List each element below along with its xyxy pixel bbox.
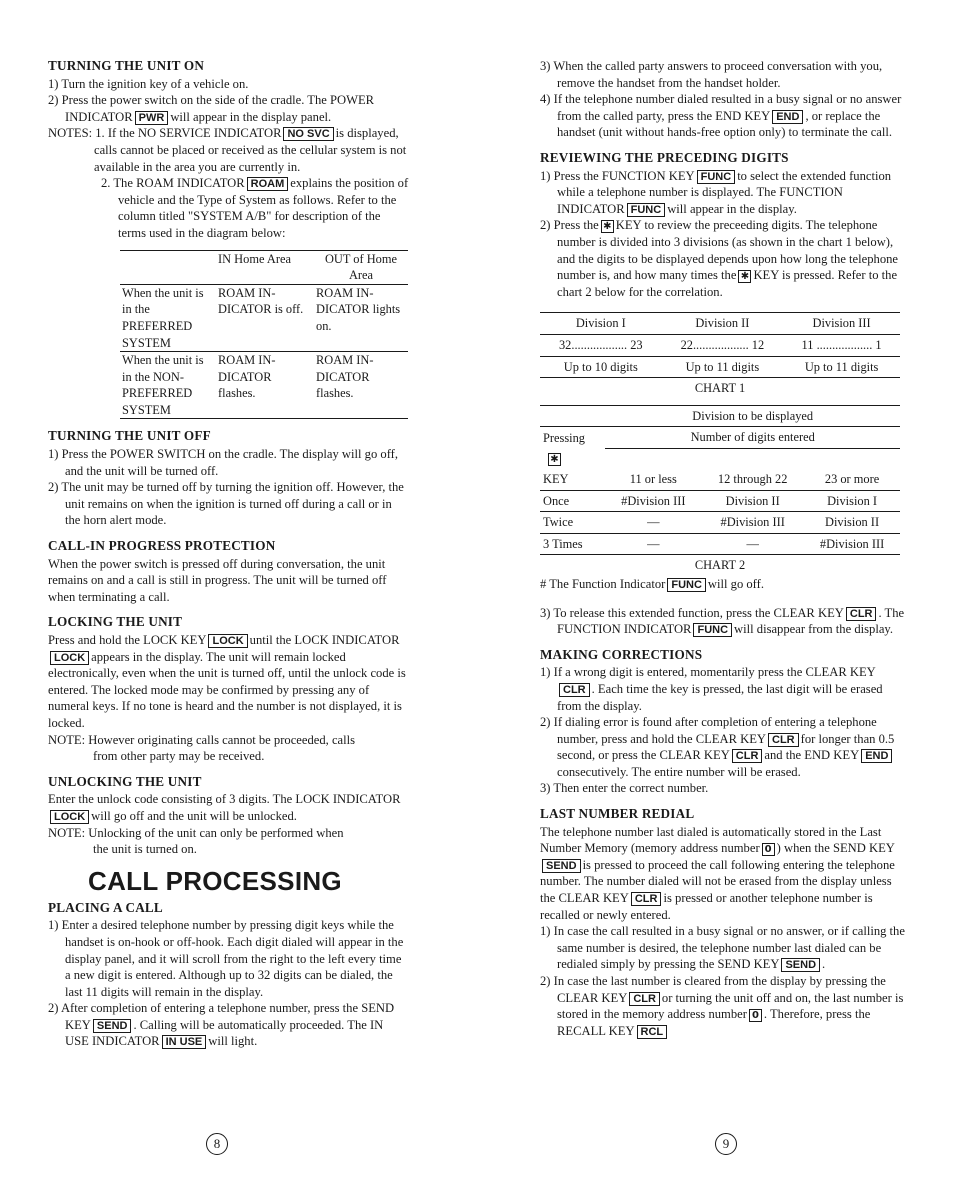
locking-text: Press and hold the LOCK KEY LOCK until the LOCK INDICATORLOCK appears in the display. The unit will remain locked electronically, even when the unit is turned off, until the unlock code is entered. The locked mode may be confirmed by pressing any of numeral keys. If no tone is heard and the number is not displayed, it is locked.: [48, 633, 406, 730]
chart2-3times-c3: #Division III: [804, 533, 900, 555]
row-preferred-condition: When the unit is in the PREFERRED SYSTEM: [120, 284, 216, 351]
chart1-caption: CHART 1: [694, 381, 746, 396]
func-key-label: FUNC: [697, 170, 736, 184]
chart2-col-3: 23 or more: [804, 469, 900, 490]
placing-step-4: 4) If the telephone number dialed resulted in a busy signal or no answer from the called party, press the END KEY END , or replace the handset (unit without hands-free option only) to terminate the call.: [540, 92, 902, 140]
chart2-footnote: # The Function Indicator FUNC will go off.: [540, 576, 764, 591]
turn-off-step-1: 1) Press the POWER SWITCH on the cradle. The display will go off, and the unit will be turned off.: [48, 447, 399, 478]
reviewing-step-1: 1) Press the FUNCTION KEY FUNC to select the extended function while a telephone number is displayed. The FUNCTION INDICATOR FUNC will appear in the display.: [540, 168, 892, 216]
row-nonpreferred-out: ROAM IN-DICATOR flashes.: [314, 352, 408, 419]
star-key-icon: ✱: [601, 220, 614, 233]
chart2-row-twice: Twice: [540, 512, 605, 534]
chart2-3times-c1: —: [605, 533, 701, 555]
reviewing-step-2: 2) Press the ✱ KEY to review the preceeding digits. The telephone number is divided into 3 divisions (as shown in the chart 1 below), and the digits to be displayed depends upon how long the telephone number is, and how many times the ✱ KEY is pressed. Refer to the chart 2 below for the correlation.: [540, 218, 899, 299]
chart2-twice-c3: Division II: [804, 512, 900, 534]
chart2-once-c1: #Division III: [605, 490, 701, 512]
corrections-step-2: 2) If dialing error is found after completion of entering a telephone number, press and hold the CLEAR KEY CLR for longer than 0.5 second, or press the CLEAR KEY CLR and the END KEY ENDconsecutively. The entire number will be erased.: [540, 715, 895, 779]
col-in-home-area: IN Home Area: [216, 250, 314, 284]
call-processing-title: CALL PROCESSING: [88, 865, 342, 896]
notes-2: 2. The ROAM INDICATOR ROAM explains the position of vehicle and the Type of System as follows. Refer to the column titled "SYSTEM A/B" for description of the terms used in the diagram below:: [101, 176, 409, 240]
chart2-col-1: 11 or less: [605, 469, 701, 490]
chart2-key-label: KEY: [540, 469, 605, 490]
rcl-key-label: RCL: [637, 1025, 668, 1039]
chart2-caption: CHART 2: [694, 558, 746, 573]
roam-indicator-table: [120, 250, 408, 420]
clr-key-label-5: CLR: [631, 892, 662, 906]
corrections-step-3: 3) Then enter the correct number.: [540, 781, 709, 796]
heading-reviewing-digits: REVIEWING THE PRECEDING DIGITS: [540, 149, 789, 165]
chart-2-table: [540, 405, 900, 576]
heading-last-number-redial: LAST NUMBER REDIAL: [540, 806, 695, 822]
page-number-right: 9: [715, 1133, 737, 1155]
in-use-key-label: IN USE: [162, 1035, 207, 1049]
clr-key-label-6: CLR: [629, 992, 660, 1006]
chart2-pressing-label: Pressing: [540, 427, 605, 449]
heading-turning-unit-off: TURNING THE UNIT OFF: [48, 428, 211, 444]
chart2-twice-c2: #Division III: [701, 512, 804, 534]
memory-zero-key-label-2: 0: [749, 1009, 762, 1022]
chart1-limit-div3: Up to 11 digits: [783, 356, 900, 378]
unlocking-note-cont: the unit is turned on.: [93, 842, 197, 857]
chart2-row-once: Once: [540, 490, 605, 512]
release-step-3: 3) To release this extended function, press the CLEAR KEY CLR . The FUNCTION INDICATOR FUNC will disappear from the display.: [540, 605, 905, 637]
redial-intro: The telephone number last dialed is automatically stored in the Last Number Memory (memory address number 0 ) when the SEND KEYSEND is pressed to proceed the call following entering the telephone number. The number dialed will not be erased from the display unless the CLEAR KEY CLR is pressed or another telephone number is recalled or newly entered.: [540, 824, 895, 922]
chart1-limit-div1: Up to 10 digits: [540, 356, 662, 378]
row-nonpreferred-condition: When the unit is in the NON-PREFERRED SYSTEM: [120, 352, 216, 419]
func-indicator-label-3: FUNC: [693, 623, 732, 637]
memory-zero-key-label: 0: [762, 843, 775, 856]
end-key-label: END: [772, 110, 803, 124]
heading-call-in-progress: CALL-IN PROGRESS PROTECTION: [48, 538, 276, 554]
chart2-once-c3: Division I: [804, 490, 900, 512]
clr-key-label-3: CLR: [768, 733, 799, 747]
redial-step-1: 1) In case the call resulted in a busy signal or no answer, or if calling the same number is desired, the telephone number last dialed can be redialed simply by pressing the SEND KEY SEND .: [540, 924, 905, 972]
send-key-label: SEND: [93, 1019, 132, 1033]
placing-step-1: 1) Enter a desired telephone number by pressing digit keys while the handset is on-hook or off-hook. Each digit dialed will appear in the display panel, and it will scroll from the right to the left every time a new digit is entered. Although up to 32 digits can be dialed, the last 11 digits will remain in the display.: [48, 918, 404, 999]
lock-indicator-label-2: LOCK: [50, 810, 89, 824]
star-key-icon-2: ✱: [738, 270, 751, 283]
turn-off-step-2: 2) The unit may be turned off by turning the ignition off. However, the unit remains on when the ignition is turned off during a call or in the horn alert mode.: [48, 480, 404, 528]
chart1-range-div2: 22.................. 12: [662, 334, 784, 356]
func-indicator-label: FUNC: [627, 203, 666, 217]
locking-note: NOTE: However originating calls cannot be proceeded, calls: [48, 732, 356, 747]
right-column: [540, 58, 906, 1039]
chart1-range-div3: 11 .................. 1: [783, 334, 900, 356]
call-in-progress-text: When the power switch is pressed off during conversation, the unit remains on and a call is still in progress. The unit will be turned off when terminating a call.: [48, 556, 387, 604]
locking-note-cont: from other party may be received.: [93, 749, 265, 764]
chart2-digits-header: Number of digits entered: [605, 427, 900, 449]
unlocking-text: Enter the unlock code consisting of 3 digits. The LOCK INDICATORLOCK will go off and the unit will be unlocked.: [48, 792, 401, 823]
chart2-row-3-times: 3 Times: [540, 533, 605, 555]
turn-on-step-2: 2) Press the power switch on the side of the cradle. The POWER INDICATOR PWR will appear in the display panel.: [48, 93, 375, 124]
placing-step-2: 2) After completion of entering a telephone number, press the SEND KEY SEND . Calling will be automatically proceeded. The IN USE INDICATOR IN USE will light.: [48, 1001, 395, 1049]
lock-indicator-label: LOCK: [50, 651, 89, 665]
lock-key-label: LOCK: [208, 634, 247, 648]
func-indicator-label-2: FUNC: [667, 578, 706, 592]
chart1-header-div2: Division II: [662, 313, 784, 335]
row-nonpreferred-home: ROAM IN-DICATOR flashes.: [216, 352, 314, 419]
notes-1: NOTES: 1. If the NO SERVICE INDICATOR NO SVC is displayed, calls cannot be placed or received as the cellular system is not available in the area you are currently in.: [48, 126, 407, 174]
chart2-once-c2: Division II: [701, 490, 804, 512]
clr-key-label: CLR: [846, 607, 877, 621]
clr-key-label-2: CLR: [559, 683, 590, 697]
send-key-label-3: SEND: [781, 958, 820, 972]
chart2-top-header: Division to be displayed: [605, 405, 900, 427]
chart2-col-2: 12 through 22: [701, 469, 804, 490]
chart1-range-div1: 32.................. 23: [540, 334, 662, 356]
chart2-twice-c1: —: [605, 512, 701, 534]
placing-step-3: 3) When the called party answers to proceed conversation with you, remove the handset from the handset holder.: [540, 59, 883, 90]
chart1-limit-div2: Up to 11 digits: [662, 356, 784, 378]
corrections-step-1: 1) If a wrong digit is entered, momentarily press the CLEAR KEYCLR . Each time the key is pressed, the last digit will be erased from the display.: [540, 665, 883, 713]
page-number-left: 8: [206, 1133, 228, 1155]
chart2-3times-c2: —: [701, 533, 804, 555]
send-key-label-2: SEND: [542, 859, 581, 873]
chart2-star-key-icon: ✱: [548, 453, 561, 466]
col-out-of-home-area: OUT of Home Area: [314, 250, 408, 284]
row-preferred-home: ROAM IN-DICATOR is off.: [216, 284, 314, 351]
clr-key-label-4: CLR: [732, 749, 763, 763]
no-svc-key-label: NO SVC: [283, 127, 333, 141]
unlocking-note: NOTE: Unlocking of the unit can only be performed when: [48, 825, 344, 840]
pwr-key-label: PWR: [135, 111, 169, 125]
heading-placing-call: PLACING A CALL: [48, 899, 163, 915]
chart1-header-div3: Division III: [783, 313, 900, 335]
row-preferred-out: ROAM IN-DICATOR lights on.: [314, 284, 408, 351]
heading-unlocking-unit: UNLOCKING THE UNIT: [48, 773, 202, 789]
chart-1-table: [540, 312, 900, 398]
heading-making-corrections: MAKING CORRECTIONS: [540, 646, 703, 662]
end-key-label-2: END: [861, 749, 892, 763]
left-column: [48, 58, 410, 1050]
redial-step-2: 2) In case the last number is cleared from the display by pressing the CLEAR KEY CLR or turning the unit off and on, the last number is stored in the memory address number 0 . Therefore, press the RECALL KEY RCL: [540, 974, 904, 1038]
chart1-header-div1: Division I: [540, 313, 662, 335]
heading-turning-unit-on: TURNING THE UNIT ON: [48, 58, 205, 73]
turn-on-step-1: 1) Turn the ignition key of a vehicle on.: [48, 76, 249, 91]
roam-key-label: ROAM: [247, 177, 289, 191]
heading-locking-unit: LOCKING THE UNIT: [48, 614, 183, 630]
